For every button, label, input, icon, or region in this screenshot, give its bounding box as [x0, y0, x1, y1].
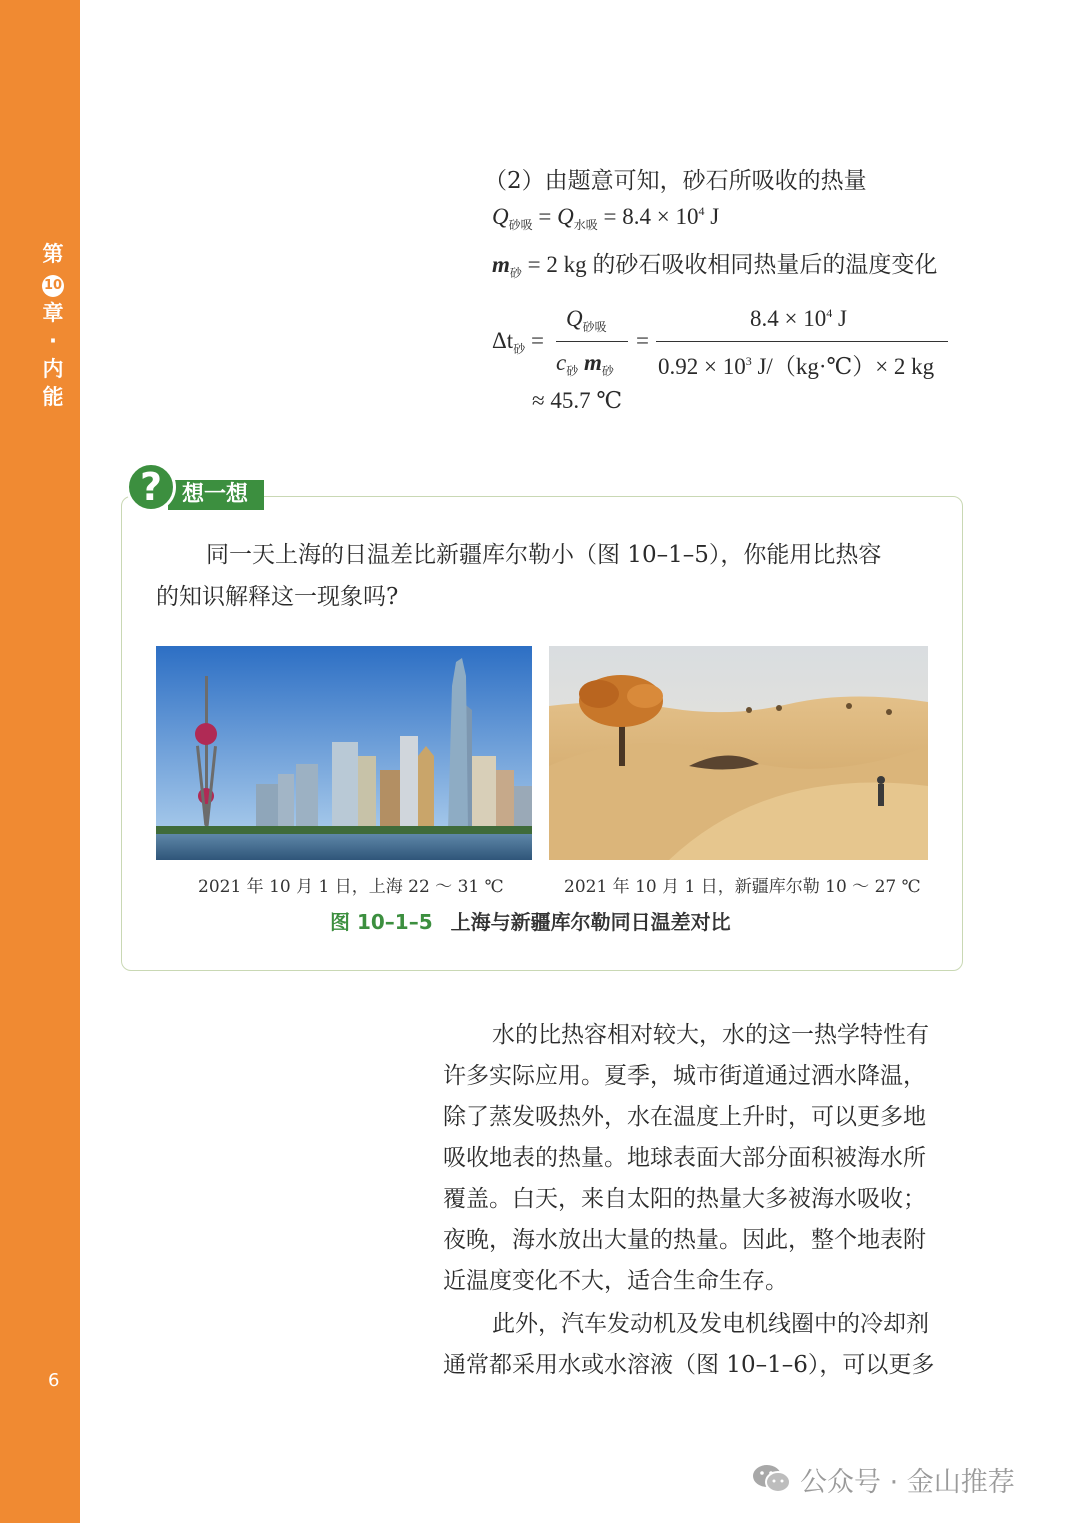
fraction-2-numerator: $8.4 \times 10^4$ J	[750, 306, 847, 331]
body-line: 夜晚，海水放出大量的热量。因此，整个地表附	[443, 1227, 926, 1253]
body-line: 近温度变化不大，适合生命生存。	[443, 1268, 788, 1294]
chapter-prefix: 第	[42, 242, 64, 266]
body-line: 许多实际应用。夏季，城市街道通过洒水降温，	[443, 1063, 926, 1089]
solution-step-intro: （2）由题意可知，砂石所吸收的热量	[484, 168, 867, 194]
body-line: 除了蒸发吸热外，水在温度上升时，可以更多地	[443, 1104, 926, 1130]
watermark	[752, 1460, 1015, 1502]
equation-1: $Q_{砂吸} = Q_{水吸} = 8.4 \times 10^4$ J	[492, 204, 720, 232]
chapter-title-1: 内	[42, 357, 64, 381]
shanghai-skyline-photo	[156, 646, 532, 860]
chapter-dot: ·	[49, 329, 57, 353]
body-line: 覆盖。白天，来自太阳的热量大多被海水吸收；	[443, 1186, 926, 1212]
figure-caption	[330, 906, 731, 935]
figure-title: 上海与新疆库尔勒同日温差对比	[450, 910, 731, 934]
chapter-heading	[40, 240, 66, 411]
body-line: 通常都采用水或水溶液（图 10–1–6），可以更多	[443, 1352, 935, 1378]
delta-t-lhs: $\Delta t_砂$ =	[492, 328, 544, 356]
page-number: 6	[48, 1370, 60, 1391]
fraction-1-denominator: $c_砂$ $m_砂$	[556, 350, 614, 378]
fraction-2-bar	[656, 341, 948, 342]
figure-label: 图 10–1–5	[330, 910, 433, 934]
caption-xinjiang: 2021 年 10 月 1 日，新疆库尔勒 10 ～ 27 ℃	[564, 877, 921, 897]
fraction-2-denominator: $0.92 \times 10^3$ J/（kg·℃）× 2 kg	[658, 354, 935, 379]
think-question-line-1: 同一天上海的日温差比新疆库尔勒小（图 10–1–5），你能用比热容	[206, 542, 882, 568]
fraction-1-bar	[556, 341, 628, 342]
watermark-text: 公众号 · 金山推荐	[800, 1467, 1015, 1498]
think-question-line-2: 的知识解释这一现象吗?	[156, 584, 399, 610]
equation-2: $m_砂 = 2$ kg 的砂石吸收相同热量后的温度变化	[492, 252, 938, 280]
chapter-number: 10	[42, 275, 64, 297]
chapter-suffix: 章	[42, 301, 64, 325]
equals-sign: =	[636, 328, 649, 353]
fraction-1-numerator: $Q_{砂吸}$	[566, 306, 607, 334]
think-label: 想一想	[168, 480, 264, 510]
body-line: 水的比热容相对较大，水的这一热学特性有	[492, 1022, 929, 1048]
body-line: 吸收地表的热量。地球表面大部分面积被海水所	[443, 1145, 926, 1171]
wechat-icon	[752, 1463, 792, 1502]
xinjiang-desert-photo	[549, 646, 928, 860]
caption-shanghai: 2021 年 10 月 1 日，上海 22 ～ 31 ℃	[198, 877, 504, 897]
question-mark-icon: ?	[126, 462, 176, 512]
think-tag	[126, 462, 268, 510]
result-value: ≈ 45.7 ℃	[532, 388, 623, 413]
body-line: 此外，汽车发动机及发电机线圈中的冷却剂	[492, 1311, 929, 1337]
chapter-title-2: 能	[42, 385, 64, 409]
chapter-sidebar	[0, 0, 80, 1523]
